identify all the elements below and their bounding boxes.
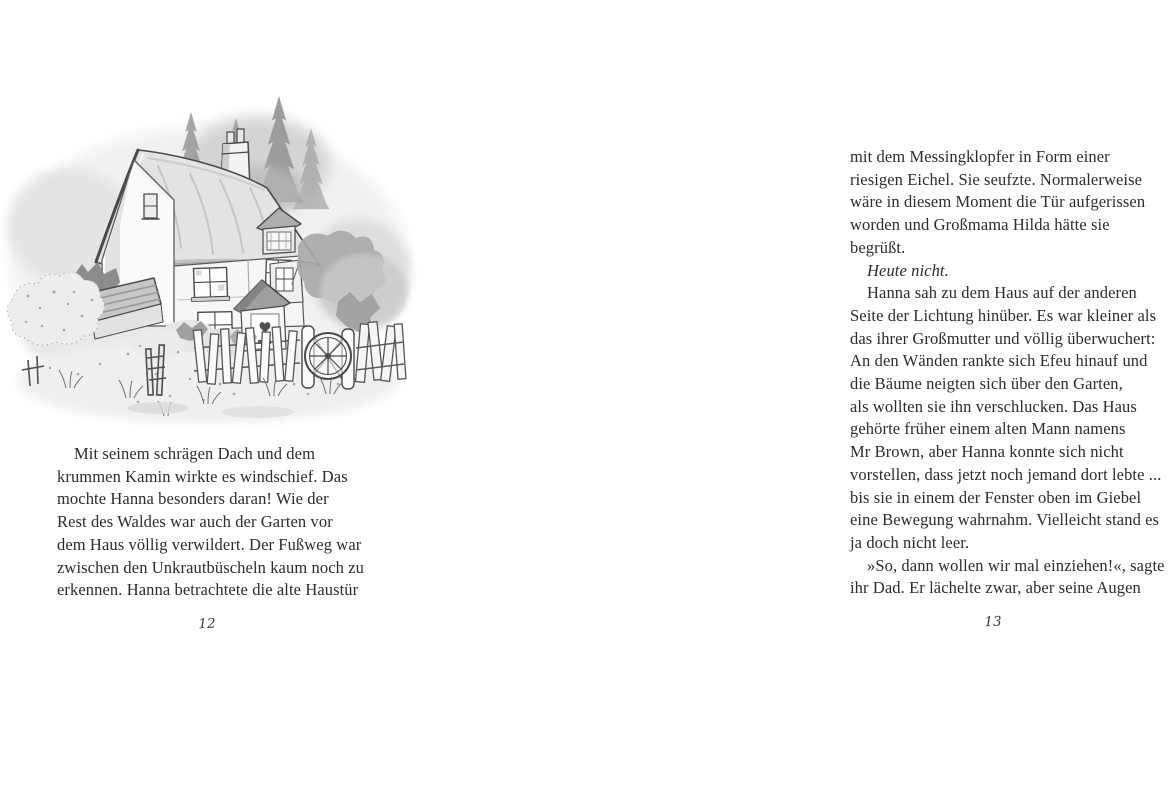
text-line: dem Haus völlig verwildert. Der Fußweg war (57, 534, 362, 554)
text-line: als wollten sie ihn verschlucken. Das Haus (850, 396, 1137, 416)
text-line: begrüßt. (850, 237, 906, 257)
text-line: ihr Dad. Er lächelte zwar, aber seine Augen (850, 578, 1141, 598)
wagon-wheel-icon (305, 333, 351, 379)
text-line: zwischen den Unkrautbüscheln kaum noch zu (57, 557, 364, 577)
text-line: Mr Brown, aber Hanna konnte sich nicht (850, 442, 1124, 462)
text-line: erkennen. Hanna betrachtete die alte Haustür (57, 580, 359, 600)
text-line: eine Bewegung wahrnahm. Vielleicht stand es (850, 510, 1160, 530)
text-line: mochte Hanna besonders daran! Wie der (57, 489, 329, 509)
right-page-number: 13 (984, 613, 1002, 631)
text-line: das ihrer Großmutter und völlig überwuchert: (850, 328, 1156, 348)
text-line: wäre in diesem Moment die Tür aufgerissen (850, 192, 1146, 212)
gable-window (142, 194, 159, 219)
text-line: Rest des Waldes war auch der Garten vor (57, 512, 333, 532)
front-window-upper (191, 267, 230, 301)
text-line: Heute nicht. (867, 260, 949, 280)
text-line: ja doch nicht leer. (850, 532, 970, 552)
text-line: worden und Großmama Hilda hätte sie (850, 215, 1110, 235)
cottage-illustration-svg (8, 86, 412, 438)
left-page-number: 12 (198, 615, 216, 633)
right-page-text (850, 146, 1170, 600)
text-line: Mit seinem schrägen Dach und dem (74, 444, 316, 463)
text-line: gehörte früher einem alten Mann namens (850, 419, 1126, 439)
left-page (0, 0, 400, 800)
left-page-text (57, 443, 377, 602)
text-line: mit dem Messingklopfer in Form einer (850, 147, 1110, 166)
text-line: die Bäume neigten sich über den Garten, (850, 374, 1123, 394)
text-line: vorstellen, dass jetzt noch jemand dort lebte ... (850, 464, 1162, 484)
text-line: »So, dann wollen wir mal einziehen!«, sagte (867, 555, 1165, 575)
text-line: Seite der Lichtung hinüber. Es war kleiner als (850, 305, 1157, 325)
text-line: An den Wänden rankte sich Efeu hinauf und (850, 351, 1148, 371)
text-line: bis sie in einem der Fenster oben im Giebel (850, 487, 1142, 507)
text-line: riesigen Eichel. Sie seufzte. Normalerweise (850, 169, 1143, 189)
text-line: Hanna sah zu dem Haus auf der anderen (867, 283, 1137, 303)
cottage-illustration (8, 86, 412, 438)
text-line: krummen Kamin wirkte es windschief. Das (57, 466, 348, 486)
right-page (400, 0, 1165, 800)
garden-gate (302, 326, 354, 389)
